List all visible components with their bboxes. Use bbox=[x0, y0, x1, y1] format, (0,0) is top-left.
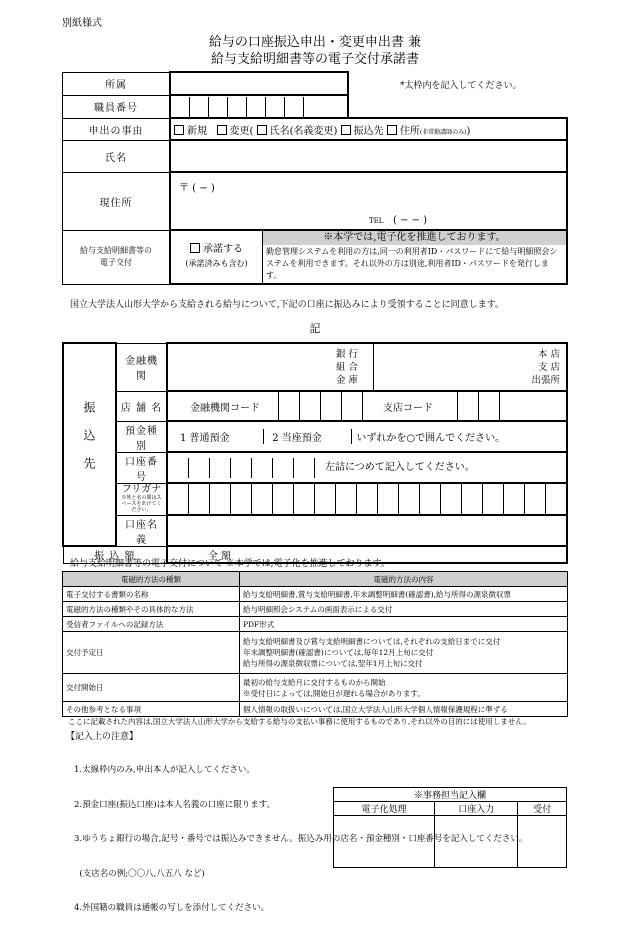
branch-label: 店 舗 名 bbox=[116, 391, 167, 421]
office-title: ※事務担当記入欄 bbox=[334, 788, 567, 802]
office-col-1: 電子化処理 bbox=[334, 802, 435, 816]
e-row-2-value: 給与明細照会システムの画面表示による交付 bbox=[240, 602, 568, 617]
holder-field[interactable] bbox=[167, 515, 567, 546]
page-title bbox=[0, 34, 630, 68]
reason-field bbox=[170, 118, 567, 140]
instruction-4: 4.外国籍の職員は通帳の写しを添付してください。 bbox=[74, 903, 270, 913]
staff-number-label: 職員番号 bbox=[63, 95, 171, 118]
furigana-field[interactable] bbox=[167, 483, 567, 515]
office-use-table bbox=[333, 787, 567, 868]
affiliation-field[interactable] bbox=[170, 72, 348, 95]
e-delivery-field bbox=[170, 230, 567, 284]
furigana-cell bbox=[116, 483, 167, 515]
new-checkbox[interactable] bbox=[174, 125, 184, 135]
amount-label: 振 込 額 bbox=[63, 546, 167, 563]
bank-field[interactable] bbox=[167, 343, 567, 391]
postal-code: 〒 ( − ) bbox=[179, 183, 215, 194]
e-header-type: 電磁的方法の種類 bbox=[63, 572, 240, 587]
instruction-3: 3.ゆうちょ銀行の場合,記号・番号では振込みできません。振込み用の店名・預金種別・口座番号を記入してください。 bbox=[74, 834, 528, 844]
e-row-4-label: 交付予定日 bbox=[63, 632, 240, 674]
bank-type-1: 銀 行 bbox=[336, 349, 359, 360]
e-row-2-label: 電磁的方法の種類やその具体的な方法 bbox=[63, 602, 240, 617]
e-section-title: 給与支給明細書等の電子交付について ※本学では,電子化を推進しております。 bbox=[70, 559, 390, 569]
change-label: 変更( bbox=[229, 125, 254, 137]
office-cell-1[interactable] bbox=[334, 816, 435, 868]
tel-label: TEL bbox=[369, 217, 384, 225]
section-label: 振込先 bbox=[63, 343, 116, 546]
instruction-1: 1.太線枠内のみ,申出本人が記入してください。 bbox=[74, 765, 255, 775]
e-row-5-label: 交付開始日 bbox=[63, 674, 240, 702]
deposit-label: 預金種別 bbox=[116, 421, 167, 452]
branch-type-1: 本 店 bbox=[537, 349, 560, 360]
staff-number-field[interactable] bbox=[170, 95, 348, 118]
e-row-6-label: その他参考となる事項 bbox=[63, 702, 240, 717]
acct-no-field[interactable] bbox=[167, 452, 567, 483]
transfer-checkbox[interactable] bbox=[341, 125, 351, 135]
e-row-4-value: 給与支給明細書及び賞与支給明細書については,それぞれの支給日までに交付 年末調整明細書(確認書)については,毎年12月上旬に交付 給与所得の源泉徴収票については,翌年1月上旬に交付 bbox=[240, 632, 568, 674]
bank-type-2: 組 合 bbox=[336, 362, 359, 373]
name-field[interactable] bbox=[170, 140, 567, 172]
e-row-1-label: 電子交付する書類の名称 bbox=[63, 587, 240, 602]
e-method-table bbox=[62, 571, 568, 717]
address-field[interactable] bbox=[170, 172, 567, 230]
consent-statement: 国立大学法人山形大学から支給される給与について,下記の口座に振込みにより受領することに同意します。 bbox=[70, 300, 504, 310]
e-delivery-label: 給与支給明細書等の 電子交付 bbox=[63, 230, 171, 284]
e-promo-banner: ※本学では,電子化を推進しております。 bbox=[263, 231, 566, 245]
acct-no-label: 口座番号 bbox=[116, 452, 167, 483]
furigana-label: フリガナ bbox=[121, 484, 162, 495]
e-row-1-value: 給与支給明細書,賞与支給明細書,年末調整明細書(確認書),給与所得の源泉徴収票 bbox=[240, 587, 568, 602]
ki-label: 記 bbox=[309, 322, 321, 335]
name-change-label: 氏名(名義変更) bbox=[269, 125, 338, 137]
branch-type-3: 出張所 bbox=[531, 375, 560, 386]
deposit-hint: いずれかを○で囲んでください。 bbox=[351, 429, 505, 444]
office-cell-2[interactable] bbox=[434, 816, 517, 868]
change-checkbox[interactable] bbox=[217, 125, 227, 135]
e-header-content: 電磁的方法の内容 bbox=[240, 572, 568, 587]
e-row-3-value: PDF形式 bbox=[240, 617, 568, 632]
office-cell-3[interactable] bbox=[518, 816, 567, 868]
reason-label: 申出の事由 bbox=[63, 118, 171, 140]
e-row-5-value: 最初の給与支給月に交付するものから開始 ※受付日によっては,開始日が遅れる場合があります。 bbox=[240, 674, 568, 702]
address-label-cell: 現住所 bbox=[63, 172, 171, 230]
accept-checkbox[interactable] bbox=[190, 243, 200, 253]
footer-note: ここに記載された内容は,国立大学法人山形大学から支給する給与の支払い事務に使用するものであり,それ以外の目的には使用しません。 bbox=[68, 717, 531, 726]
name-change-checkbox[interactable] bbox=[257, 125, 267, 135]
applicant-table bbox=[62, 71, 568, 285]
address-note: (非常勤講師のみ) bbox=[419, 128, 467, 136]
branch-type-2: 支 店 bbox=[537, 362, 560, 373]
deposit-option-1[interactable]: 1 普通預金 bbox=[180, 433, 230, 444]
new-label: 新規 bbox=[187, 125, 207, 137]
amount-value: 全 額 bbox=[167, 546, 567, 563]
office-col-2: 口座入力 bbox=[434, 802, 517, 816]
deposit-field[interactable] bbox=[167, 421, 567, 452]
accept-label: 承諾する bbox=[203, 244, 243, 255]
deposit-option-2[interactable]: 2 当座預金 bbox=[263, 429, 348, 444]
acct-no-hint: 左詰につめて記入してください。 bbox=[314, 458, 475, 478]
thick-frame-note: *太枠内を記入してください。 bbox=[400, 81, 522, 91]
affiliation-label: 所属 bbox=[63, 72, 171, 95]
title-line-2: 給与支給明細書等の電子交付承諾書 bbox=[210, 52, 419, 67]
furigana-note: ※姓と名の間はスペースをあけてください。 bbox=[121, 495, 162, 513]
name-label: 氏名 bbox=[63, 140, 171, 172]
form-tag: 別紙様式 bbox=[62, 18, 102, 29]
e-delivery-detail: 勤怠管理システムを利用の方は,同一の利用者ID・パスワードにて給与明細照会システムを利用できます。それ以外の方は別途,利用者ID・パスワードを発行します。 bbox=[266, 247, 558, 280]
transfer-label: 振込先 bbox=[353, 125, 384, 137]
branch-code-label: 支店コード bbox=[383, 402, 433, 414]
address-label: 住所 bbox=[399, 125, 420, 137]
reason-close: ) bbox=[466, 125, 471, 137]
codes-field[interactable] bbox=[167, 391, 567, 421]
title-line-1: 給与の口座振込申出・変更申出書 兼 bbox=[208, 35, 422, 50]
address-checkbox[interactable] bbox=[387, 125, 397, 135]
instruction-2: 2.預金口座(振込口座)は本人名義の口座に限ります。 bbox=[74, 799, 276, 810]
tel-value: ( − − ) bbox=[392, 215, 428, 226]
instruction-3-example: (支店名の例;〇〇八,八五八 など) bbox=[74, 868, 205, 879]
bank-type-3: 金 庫 bbox=[336, 375, 359, 386]
holder-label: 口座名義 bbox=[116, 515, 167, 546]
accept-note: (承諾済みも含む) bbox=[185, 259, 248, 268]
e-row-6-value: 個人情報の取扱いについては,国立大学法人山形大学個人情報保護規程に準ずる bbox=[240, 702, 568, 717]
e-row-3-label: 受信者ファイルへの記録方法 bbox=[63, 617, 240, 632]
office-col-3: 受付 bbox=[518, 802, 567, 816]
bank-label: 金融機関 bbox=[116, 343, 167, 391]
instructions-title: 【記入上の注意】 bbox=[66, 732, 139, 742]
account-table bbox=[62, 342, 568, 564]
bank-code-label: 金融機関コード bbox=[190, 402, 260, 414]
